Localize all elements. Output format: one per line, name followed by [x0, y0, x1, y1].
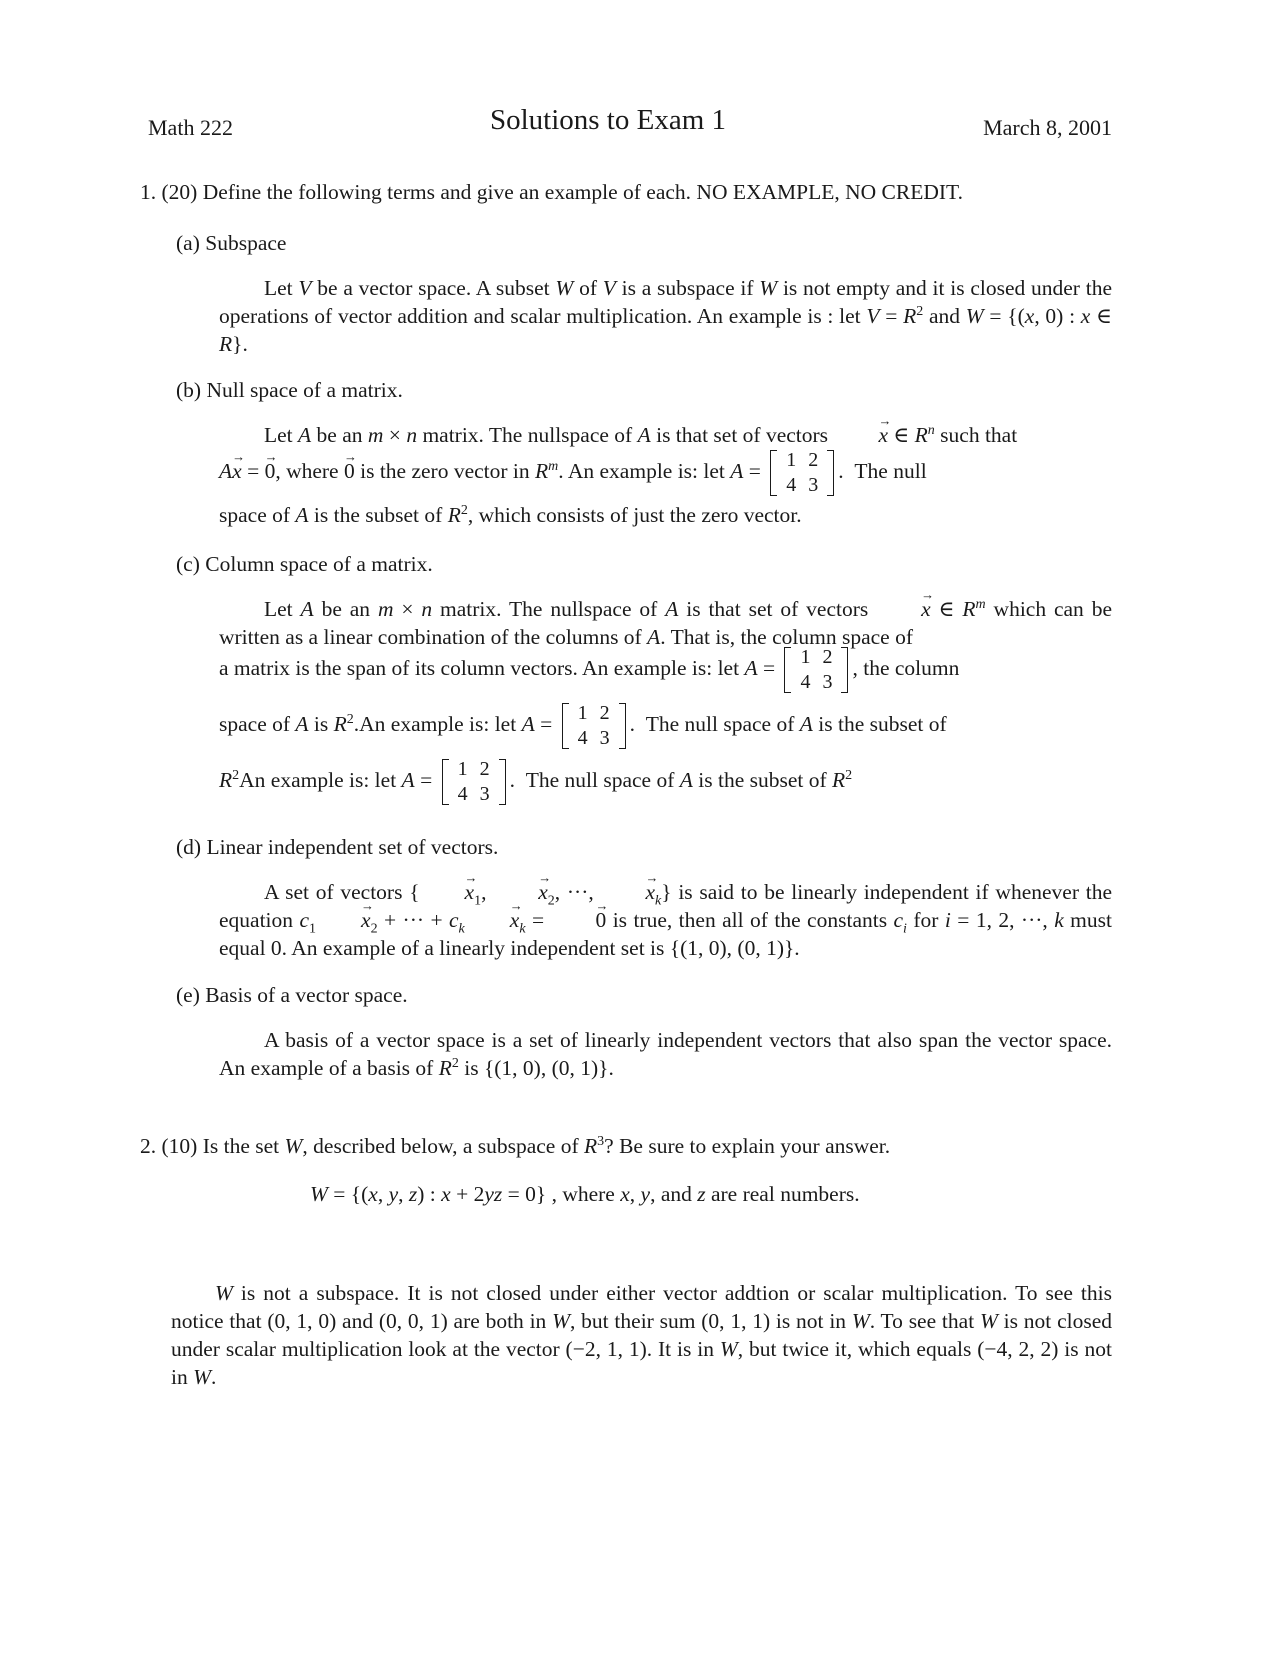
matrix-c1: 1 2 4 3 — [784, 645, 848, 695]
matrix-c3: 1 2 4 3 — [442, 757, 506, 807]
set-definition: W = {(x, y, z) : x + 2yz = 0} , where x, y, and z are real numbers. — [310, 1182, 860, 1206]
part-a-answer: Let V be a vector space. A subset W of V is a subspace if W is not empty and it is closed under the operations of vector addition and scalar multiplication. An example is : let $V = R^2$ and W = {(x, 0) : x ∈ R}. — [219, 276, 1112, 356]
question-2: 2. (10) Is the set W, described below, a subspace of $R^3$? Be sure to explain your answer. — [140, 1133, 891, 1158]
question-1-text: (20) Define the following terms and give an example of each. NO EXAMPLE, NO CREDIT. — [161, 180, 963, 204]
part-d-heading: (d) Linear independent set of vectors. — [176, 835, 499, 859]
page-title: Solutions to Exam 1 — [489, 104, 727, 136]
matrix-b: 1 2 4 3 — [770, 448, 834, 498]
course-name: Math 222 — [148, 115, 233, 140]
part-c-answer: Let A be an m × n matrix. The nullspace of A is that set of vectors → x ∈ $R^m$ which can be written as a linear combination of the columns of A. That is, the column space of — [219, 595, 1112, 651]
part-a-heading: (a) Subspace — [176, 231, 287, 255]
part-b-answer: Let A be an m × n matrix. The nullspace of A is that set of vectors → x ∈ $R^n$ such that — [219, 421, 1112, 449]
question-2-number: 2. — [140, 1134, 157, 1158]
question-1-number: 1. — [140, 180, 157, 204]
matrix-c2: 1 2 4 3 — [562, 701, 626, 751]
part-c-heading: (c) Column space of a matrix. — [176, 552, 433, 576]
exam-date: March 8, 2001 — [983, 115, 1112, 140]
part-e-heading: (e) Basis of a vector space. — [176, 983, 408, 1007]
part-b-answer-line3: space of A is the subset of $R^2$, which consists of just the zero vector. — [219, 502, 802, 527]
part-e-answer: A basis of a vector space is a set of linearly independent vectors that also span the vector space. An example of a basis of $R^2$ is {(1, 0), (0, 1)}. — [219, 1028, 1112, 1080]
part-c-answer-line5: $R^2An$ example is: let A = 1 2 4 3 . The null space of A is the subset of $R^2$ — [219, 758, 853, 805]
part-b-heading: (b) Null space of a matrix. — [176, 378, 403, 402]
part-c-answer-line3: a matrix is the span of its column vectors. An example is: let A = 1 2 4 3 , the column — [219, 646, 960, 693]
question-1 — [140, 178, 1112, 206]
part-b-answer-line2: A→ x = → 0, where → 0 is the zero vector in $R^m$. An example is: let A = 1 2 4 3 . The null — [219, 448, 1112, 498]
part-d-answer: A set of vectors {→ $x_1$, → $x_2$, ···, → $x_k$} is said to be linearly independent if whenever the equation $c_1\to x_2$ + ··· + $c_k\to x_k$ = → 0 is true, then all of the constants $c_i$ for i = 1, 2, ···, k must equal 0. An example of a linearly independent set is {(1, 0), (0, 1)}. — [219, 878, 1112, 962]
part-c-answer-line4: space of A is $R^2.An$ example is: let A = 1 2 4 3 . The null space of A is the subset of — [219, 702, 947, 749]
question-2-answer: W is not a subspace. It is not closed under either vector addtion or scalar multiplication. To see this notice that (0, 1, 0) and (0, 0, 1) are both in W, but their sum (0, 1, 1) is not in W. To see that W is not closed under scalar multiplication look at the vector (−2, 1, 1). It is in W, but twice it, which equals (−4, 2, 2) is not in W. — [171, 1281, 1112, 1389]
